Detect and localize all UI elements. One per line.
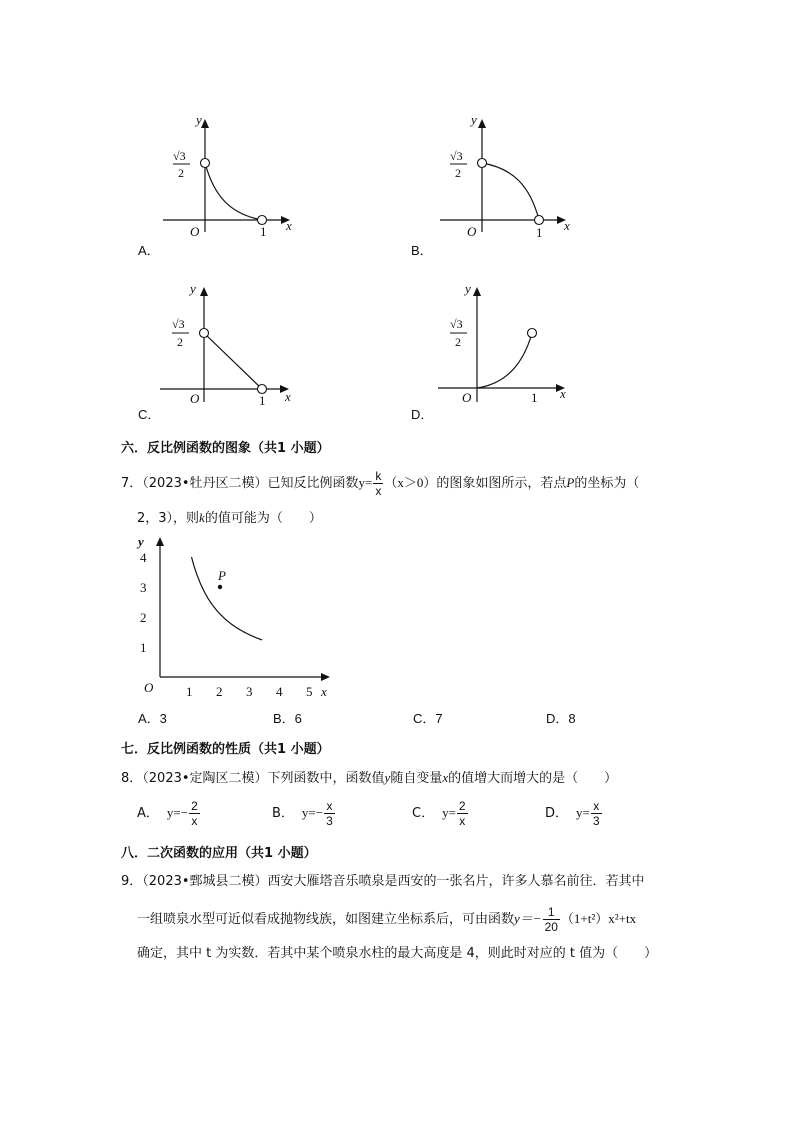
y-tick-label-4: 4	[140, 550, 147, 565]
question-8-text	[121, 768, 617, 789]
y-axis-label: y	[196, 112, 202, 127]
q7-line2-end: 的值可能为（ ）	[204, 511, 322, 526]
q8-option-a-lhs: y=−	[166, 805, 189, 820]
q8-option-a-num: 2	[191, 799, 198, 813]
one-label: 1	[536, 225, 543, 240]
one-label: 1	[260, 224, 267, 239]
q7-func-denominator: x	[375, 484, 382, 498]
q7-end: 的坐标为（	[574, 476, 640, 491]
x-tick-label-3: 3	[246, 684, 253, 699]
q8-option-b-lhs: y=−	[301, 805, 324, 820]
q7-func-numerator: k	[375, 469, 382, 483]
option-c-label[interactable]: C．	[138, 407, 161, 422]
x-axis-label: x	[321, 684, 327, 699]
section-8-title: 八．二次函数的应用（共1 小题）	[121, 846, 317, 861]
x-tick-label-4: 4	[276, 684, 283, 699]
y-tick-label-1: 1	[140, 640, 147, 655]
section-7-title: 七．反比例函数的性质（共1 小题）	[121, 742, 330, 757]
q7-option-c[interactable]: C．7	[413, 711, 443, 726]
q9-func-lhs: y＝−	[514, 911, 542, 926]
q8-option-d-fraction	[591, 799, 602, 828]
question-9-line-2	[137, 905, 636, 934]
q8-var-y: y	[384, 770, 391, 785]
section-6-title: 六．反比例函数的图象（共1 小题）	[121, 441, 330, 456]
q8-option-b-den: 3	[326, 814, 333, 828]
q8-option-c[interactable]	[412, 799, 469, 828]
q8-option-c-den: x	[459, 814, 466, 828]
q9-func-rest: （1+t²）x²+tx	[560, 911, 637, 926]
hyperbola-curve	[192, 557, 263, 640]
q9-line2-prefix: 一组喷泉水型可近似看成抛物线族，如图建立坐标系后，可由函数	[137, 912, 515, 927]
one-label: 1	[259, 393, 266, 408]
x-tick-label-2: 2	[216, 684, 223, 699]
x-tick-label-1: 1	[186, 684, 193, 699]
x-axis-label: x	[286, 218, 292, 233]
y-tick-label-2: 2	[140, 610, 147, 625]
denominator-label: 2	[177, 335, 183, 349]
q8-option-b-label: B．	[272, 806, 294, 821]
q7-point-name: P	[566, 475, 575, 490]
y-axis-arrow	[156, 537, 164, 546]
q8-option-c-fraction	[457, 799, 468, 828]
q7-option-b[interactable]: B．6	[273, 711, 302, 726]
q9-func-den: 20	[544, 920, 558, 934]
denominator-label: 2	[178, 166, 184, 180]
option-d-label[interactable]: D．	[411, 407, 434, 422]
q8-option-c-lhs: y=	[442, 805, 456, 820]
q7-func-lhs: y=	[358, 475, 373, 490]
point-p-label: P	[218, 568, 226, 583]
q8-option-d[interactable]	[545, 799, 603, 828]
x-tick-label-5: 5	[306, 684, 313, 699]
q7-func-condition: （x＞0）	[384, 475, 437, 490]
sqrt3-label: √3	[450, 317, 463, 331]
q8-option-b[interactable]	[272, 799, 336, 828]
q8-option-d-den: 3	[592, 814, 600, 828]
q8-prefix: 8．（2023•定陶区二模）下列函数中，函数值	[121, 771, 385, 786]
q7-line2-start: 2，3），则	[137, 511, 200, 526]
denominator-label: 2	[455, 335, 461, 349]
q9-func-fraction	[543, 905, 560, 934]
question-9-line-1: 9．（2023•鄄城县二模）西安大雁塔音乐喷泉是西安的一张名片，许多人慕名前往．若其中	[121, 874, 645, 889]
option-b-label[interactable]: B．	[411, 243, 433, 258]
point-p	[218, 585, 222, 589]
q7-prefix: 7．（2023•牡丹区二模）已知反比例函数	[121, 476, 359, 491]
q8-option-a-fraction	[189, 799, 200, 828]
origin-label: O	[190, 224, 200, 239]
y-axis-label: y	[471, 112, 477, 127]
q8-option-b-num: x	[324, 799, 335, 814]
sqrt3-label: √3	[450, 149, 463, 163]
q8-option-a-label: A．	[137, 806, 159, 821]
x-axis-arrow	[321, 673, 330, 681]
option-a-label[interactable]: A．	[138, 243, 160, 258]
q8-option-d-lhs: y=	[576, 805, 590, 820]
y-axis-label: y	[138, 534, 144, 549]
sqrt3-label: √3	[173, 149, 186, 163]
x-axis-label: x	[564, 218, 570, 233]
q8-option-b-fraction	[324, 799, 335, 828]
q7-k-var: k	[199, 510, 205, 525]
q7-option-a[interactable]: A．3	[138, 711, 167, 726]
one-label: 1	[531, 390, 538, 405]
x-axis-label: x	[560, 386, 566, 401]
q8-option-a-den: x	[191, 814, 198, 828]
sqrt3-label: √3	[172, 317, 185, 331]
y-axis-label: y	[190, 281, 196, 296]
question-9-line-3: 确定，其中 t 为实数．若其中某个喷泉水柱的最大高度是 4，则此时对应的 t 值为（ ）	[137, 946, 658, 961]
q8-option-c-label: C．	[412, 806, 435, 821]
origin-label: O	[467, 224, 477, 239]
y-axis-label: y	[465, 281, 471, 296]
q8-var-x: x	[442, 770, 449, 785]
q7-mid: 的图象如图所示，若点	[436, 476, 567, 491]
q9-func-num: 1	[543, 905, 560, 920]
x-axis-label: x	[285, 389, 291, 404]
q8-option-d-num: x	[591, 799, 602, 814]
y-tick-label-3: 3	[140, 580, 147, 595]
q8-option-c-num: 2	[458, 799, 466, 813]
origin-label: O	[144, 680, 154, 695]
q8-option-d-label: D．	[545, 806, 569, 821]
origin-label: O	[190, 391, 200, 406]
origin-label: O	[462, 390, 472, 405]
q8-option-a[interactable]	[137, 799, 201, 828]
q8-mid: 随自变量	[390, 771, 443, 786]
q7-option-d[interactable]: D．8	[546, 711, 576, 726]
denominator-label: 2	[455, 166, 461, 180]
q8-suffix: 的值增大而增大的是（ ）	[448, 771, 618, 786]
